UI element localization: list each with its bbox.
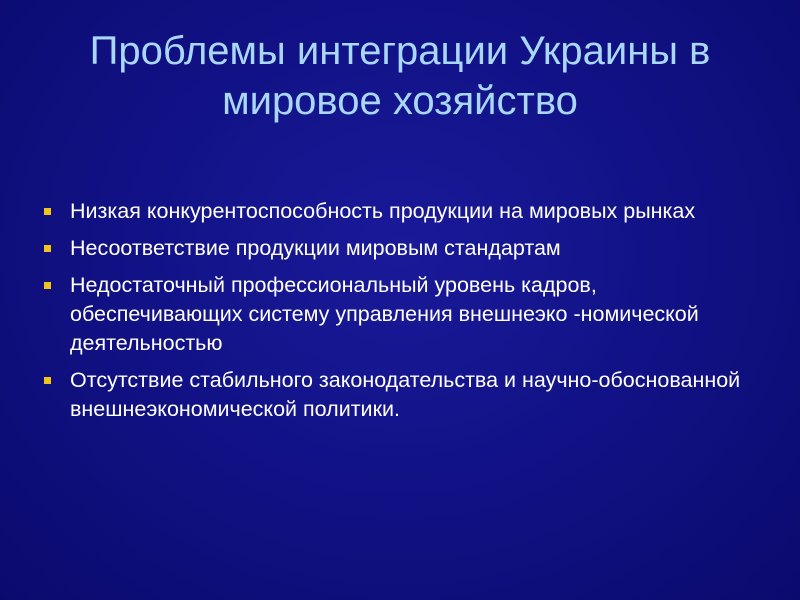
bullet-item	[40, 197, 760, 226]
bullet-item	[40, 366, 760, 424]
bullet-text: Недостаточный профессиональный уровень кадров, обеспечивающих систему управления внешнеэко -номической деятельностью	[70, 273, 699, 355]
bullet-text: Несоответствие продукции мировым стандартам	[70, 236, 561, 260]
square-bullet-icon	[44, 377, 51, 384]
square-bullet-icon	[44, 208, 51, 215]
bullet-item	[40, 271, 760, 358]
slide-title: Проблемы интеграции Украины в мировое хозяйство	[89, 29, 711, 123]
bullet-item	[40, 234, 760, 263]
bullet-text: Низкая конкурентоспособность продукции на мировых рынках	[70, 199, 696, 223]
square-bullet-icon	[44, 282, 51, 289]
bullet-list	[40, 197, 760, 432]
square-bullet-icon	[44, 245, 51, 252]
bullet-text: Отсутствие стабильного законодательства и научно-обоснованной внешнеэкономической политики.	[70, 368, 741, 421]
